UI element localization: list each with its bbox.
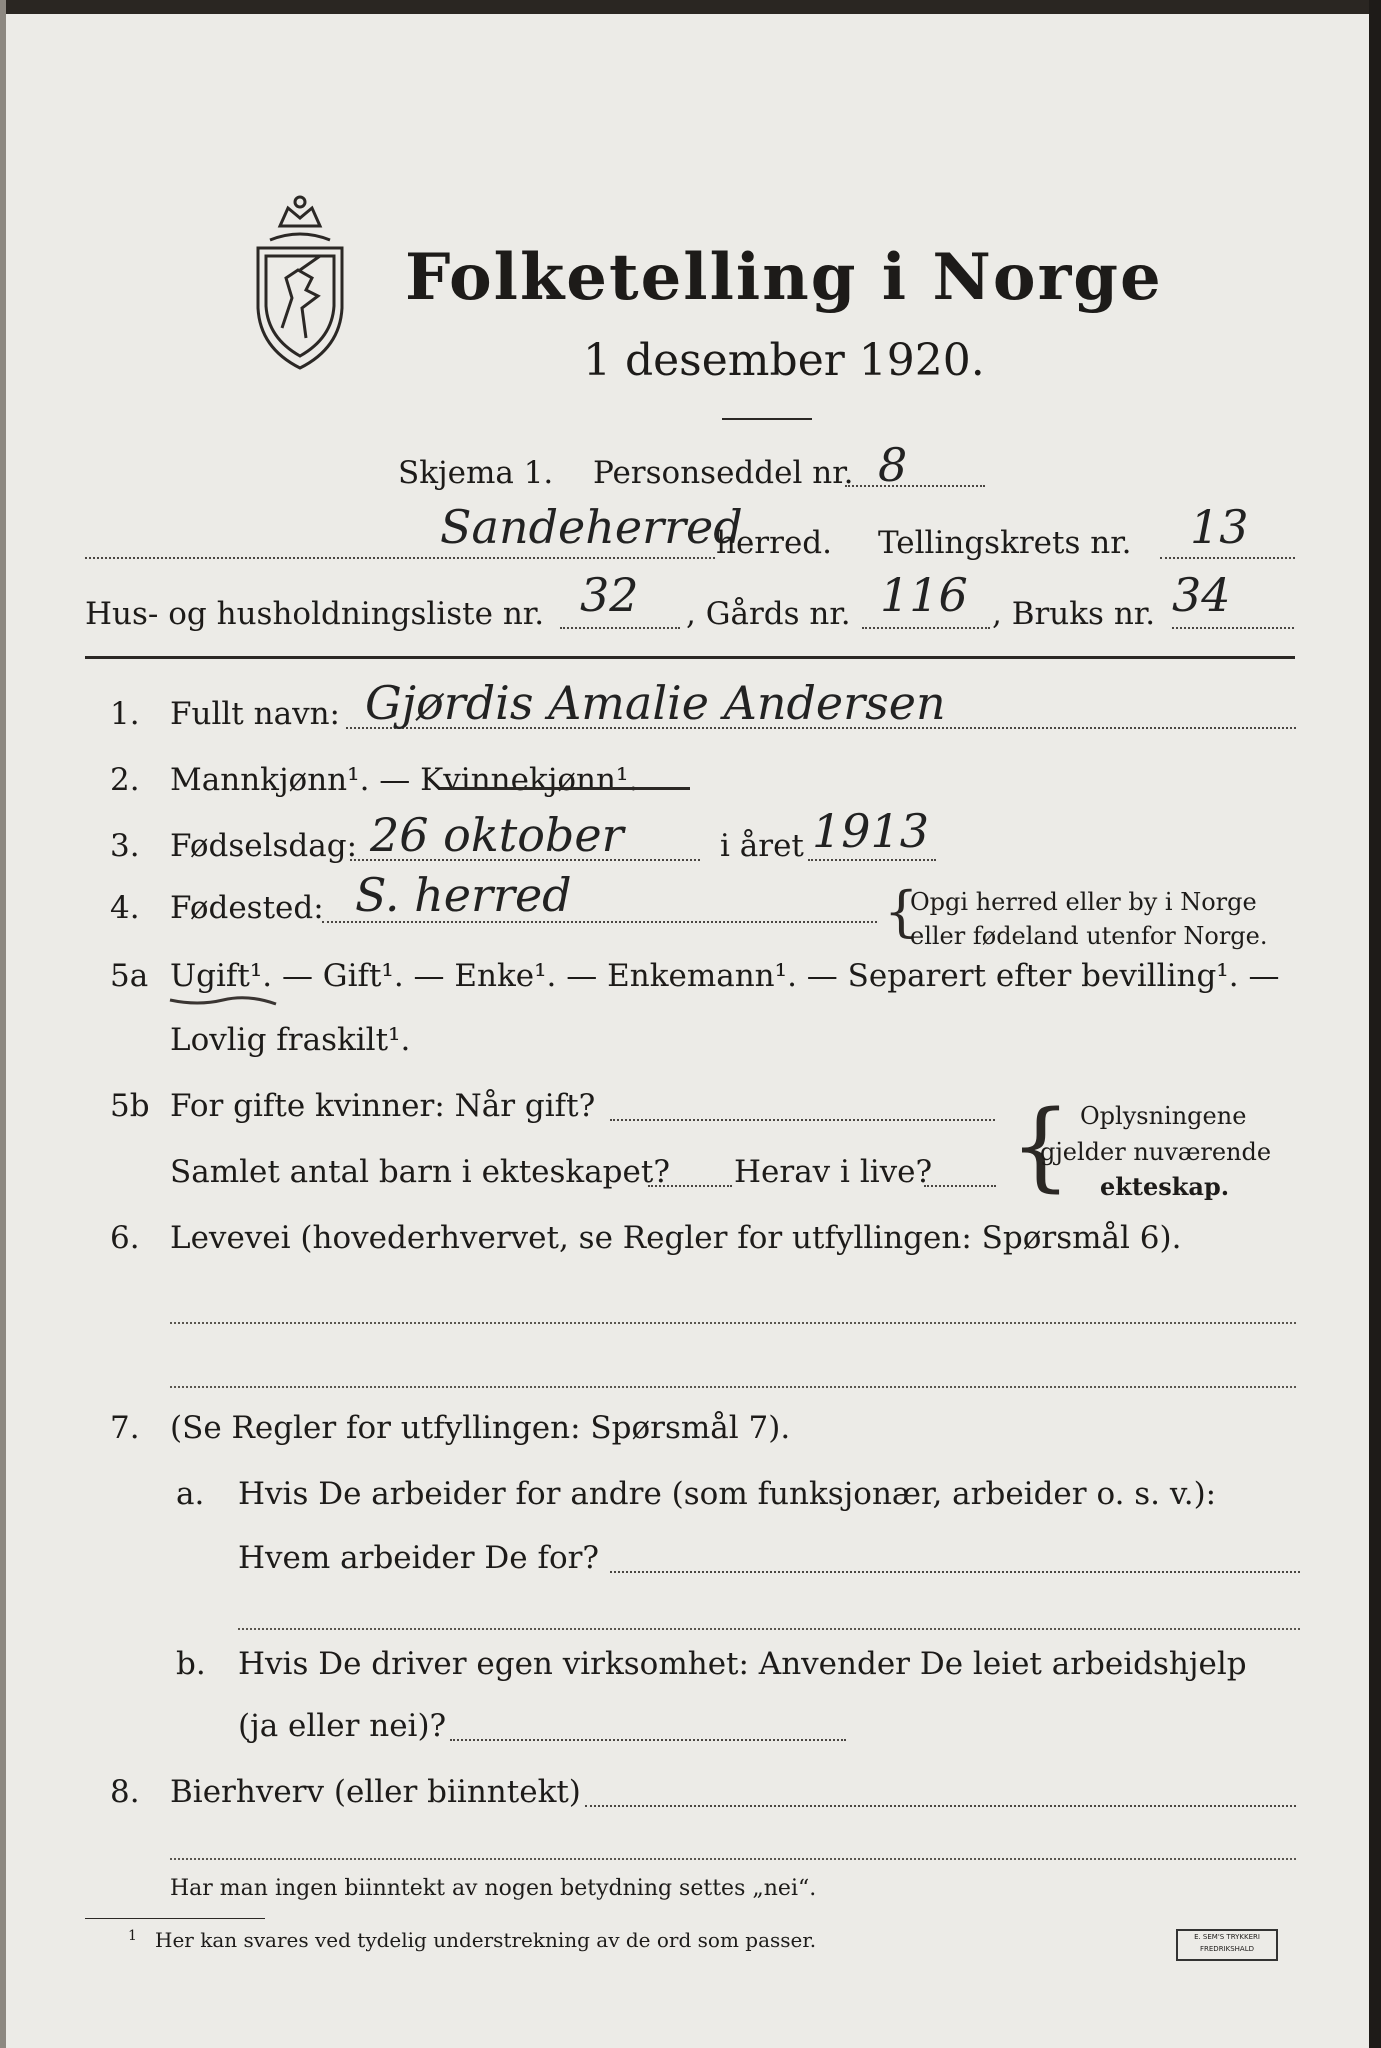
q5b-note-3: ekteskap. — [1100, 1172, 1230, 1201]
q7-label: (Se Regler for utfyllingen: Spørsmål 7). — [170, 1410, 791, 1446]
gards-line — [862, 627, 990, 629]
footnote-divider — [85, 1918, 265, 1919]
husliste-label: Hus- og husholdningsliste nr. — [85, 596, 545, 632]
herred-label: herred. — [716, 525, 832, 561]
q5b-line-3 — [924, 1185, 996, 1187]
q2-number: 2. — [110, 762, 140, 798]
q5a-number: 5a — [110, 958, 149, 994]
q5b-label-2: Samlet antal barn i ekteskapet? — [170, 1154, 670, 1190]
q6-line-1 — [170, 1322, 1296, 1324]
gards-label: , Gårds nr. — [686, 596, 851, 632]
personseddel-line — [845, 485, 985, 487]
q5b-brace: { — [1010, 1090, 1072, 1202]
q5a-label-2: Lovlig fraskilt¹. — [170, 1022, 411, 1058]
q7b-letter: b. — [176, 1646, 206, 1682]
q8-line-2 — [170, 1858, 1296, 1860]
husliste-value: 32 — [580, 568, 639, 622]
q4-number: 4. — [110, 890, 140, 926]
tellingskrets-label: Tellingskrets nr. — [878, 525, 1132, 561]
q5b-line-1 — [610, 1119, 995, 1121]
q7a-label-2: Hvem arbeider De for? — [238, 1540, 600, 1576]
q5a-label: Ugift¹. — Gift¹. — Enke¹. — Enkemann¹. — Separert efter bevilling¹. — — [170, 958, 1280, 994]
q5b-note-1: Oplysningene — [1080, 1102, 1247, 1130]
footnote-mark: 1 — [128, 1928, 137, 1944]
q4-note-2: eller fødeland utenfor Norge. — [910, 922, 1268, 950]
q7b-label-2: (ja eller nei)? — [238, 1708, 447, 1744]
tellingskrets-value: 13 — [1190, 500, 1249, 554]
footnote-text: Her kan svares ved tydelig understrekning av de ord som passer. — [155, 1928, 817, 1952]
bruks-value: 34 — [1172, 568, 1231, 622]
skjema-label: Skjema 1. — [398, 455, 554, 491]
q5b-label: For gifte kvinner: Når gift? — [170, 1088, 596, 1124]
q3-value: 26 oktober — [370, 808, 624, 862]
title-divider — [722, 418, 812, 420]
bruks-line — [1172, 627, 1294, 629]
q1-value: Gjørdis Amalie Andersen — [365, 676, 946, 730]
q1-label: Fullt navn: — [170, 696, 340, 732]
q4-note-1: Opgi herred eller by i Norge — [910, 888, 1257, 916]
q3-year-line — [808, 859, 936, 861]
q5b-note-2: gjelder nuværende — [1040, 1138, 1272, 1166]
scan-edge-top — [0, 0, 1381, 14]
gards-value: 116 — [880, 568, 968, 622]
q3-year-label: i året — [720, 828, 804, 864]
bruks-label: , Bruks nr. — [992, 596, 1156, 632]
q8-label: Bierhverv (eller biinntekt) — [170, 1774, 581, 1810]
q7b-label: Hvis De driver egen virksomhet: Anvender De leiet arbeidshjelp — [238, 1646, 1247, 1682]
q3-number: 3. — [110, 828, 140, 864]
coat-of-arms-icon — [240, 178, 360, 378]
q7b-line — [450, 1739, 846, 1741]
q6-label: Levevei (hovederhvervet, se Regler for utfyllingen: Spørsmål 6). — [170, 1220, 1182, 1256]
q4-value: S. herred — [355, 868, 572, 922]
q8-number: 8. — [110, 1774, 140, 1810]
q2-label: Mannkjønn¹. — Kvinnekjønn¹. — [170, 762, 639, 798]
q7a-letter: a. — [176, 1476, 205, 1512]
q7a-line-1 — [610, 1571, 1300, 1573]
printer-stamp: E. SEM'S TRYKKERI FREDRIKSHALD — [1176, 1929, 1278, 1961]
scan-edge-left — [0, 0, 6, 2048]
biinntekt-note: Har man ingen biinntekt av nogen betydning settes „nei“. — [170, 1876, 817, 1901]
scan-edge-right — [1369, 0, 1381, 2048]
tellingskrets-line — [1160, 557, 1295, 559]
herred-value: Sandeherred — [440, 500, 743, 554]
form-title: Folketelling i Norge — [405, 240, 1163, 315]
q5b-number: 5b — [110, 1088, 150, 1124]
q8-line-1 — [585, 1805, 1296, 1807]
q7a-label: Hvis De arbeider for andre (som funksjonær, arbeider o. s. v.): — [238, 1476, 1217, 1512]
header-divider — [85, 656, 1295, 659]
q4-label: Fødested: — [170, 890, 324, 926]
q6-line-2 — [170, 1386, 1296, 1388]
q1-number: 1. — [110, 696, 140, 732]
personseddel-value: 8 — [878, 438, 908, 492]
q7-number: 7. — [110, 1410, 140, 1446]
q6-number: 6. — [110, 1220, 140, 1256]
personseddel-label: Personseddel nr. — [593, 455, 854, 491]
q5b-line-2 — [648, 1185, 732, 1187]
q2-underline — [440, 787, 690, 790]
q5b-label-3: Herav i live? — [734, 1154, 933, 1190]
husliste-line — [560, 627, 680, 629]
q3-label: Fødselsdag: — [170, 828, 358, 864]
q7a-line-2 — [238, 1628, 1300, 1630]
form-date: 1 desember 1920. — [583, 335, 985, 386]
q3-year-value: 1913 — [812, 804, 930, 858]
q4-brace: { — [884, 880, 919, 943]
herred-line — [85, 557, 715, 559]
q5a-ugift-underline — [168, 992, 278, 1012]
